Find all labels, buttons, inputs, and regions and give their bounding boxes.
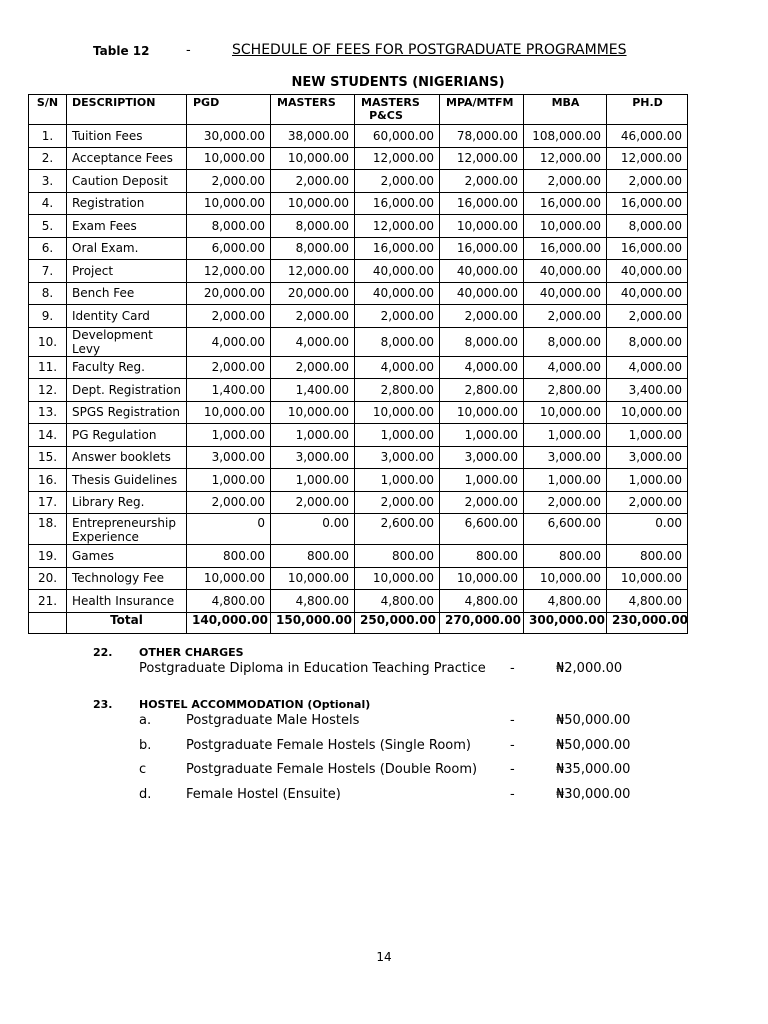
fee-cell: 60,000.00	[355, 125, 440, 148]
row-number-cell: 11.	[29, 356, 67, 379]
total-sn-cell	[29, 612, 67, 633]
fee-cell: 16,000.00	[355, 237, 440, 260]
fee-cell: 4,800.00	[187, 590, 271, 613]
fee-cell: 1,400.00	[187, 379, 271, 402]
fee-cell: 1,000.00	[187, 469, 271, 492]
table-row	[29, 590, 688, 613]
fee-cell: 10,000.00	[271, 147, 355, 170]
total-cell: 300,000.00	[524, 612, 607, 633]
column-header: MBA	[524, 95, 607, 125]
fee-cell: 3,000.00	[440, 446, 524, 469]
table-row	[29, 469, 688, 492]
fee-cell: 40,000.00	[607, 260, 688, 283]
fee-cell: 1,400.00	[271, 379, 355, 402]
fee-cell: 3,000.00	[607, 446, 688, 469]
fee-cell: 0.00	[271, 514, 355, 545]
fee-cell: 4,000.00	[607, 356, 688, 379]
description-cell: Games	[67, 545, 187, 568]
fee-cell: 1,000.00	[355, 469, 440, 492]
table-row	[29, 424, 688, 447]
fee-cell: 10,000.00	[271, 567, 355, 590]
description-cell: Answer booklets	[67, 446, 187, 469]
table-row	[29, 282, 688, 305]
fee-cell: 2,800.00	[524, 379, 607, 402]
hostel-item-amount: ₦30,000.00	[556, 787, 631, 802]
description-cell: Oral Exam.	[67, 237, 187, 260]
description-cell: Library Reg.	[67, 491, 187, 514]
fee-cell: 78,000.00	[440, 125, 524, 148]
row-number-cell: 3.	[29, 170, 67, 193]
fee-cell: 1,000.00	[187, 424, 271, 447]
fee-cell: 800.00	[271, 545, 355, 568]
fee-cell: 20,000.00	[187, 282, 271, 305]
column-header: PGD	[187, 95, 271, 125]
table-row	[29, 379, 688, 402]
fee-cell: 6,000.00	[187, 237, 271, 260]
fee-cell: 4,800.00	[607, 590, 688, 613]
table-row	[29, 446, 688, 469]
fee-cell: 12,000.00	[187, 260, 271, 283]
fee-cell: 2,000.00	[271, 305, 355, 328]
total-cell: 250,000.00	[355, 612, 440, 633]
column-header: PH.D	[607, 95, 688, 125]
description-cell: Registration	[67, 192, 187, 215]
fee-cell: 2,000.00	[355, 170, 440, 193]
fee-cell: 1,000.00	[271, 469, 355, 492]
fee-cell: 8,000.00	[355, 327, 440, 356]
row-number-cell: 12.	[29, 379, 67, 402]
fee-cell: 2,000.00	[187, 305, 271, 328]
fee-cell: 800.00	[355, 545, 440, 568]
fee-cell: 40,000.00	[524, 282, 607, 305]
fee-cell: 46,000.00	[607, 125, 688, 148]
fee-cell: 2,600.00	[355, 514, 440, 545]
fee-cell: 40,000.00	[524, 260, 607, 283]
row-number-cell: 10.	[29, 327, 67, 356]
fee-cell: 8,000.00	[187, 215, 271, 238]
description-cell: Project	[67, 260, 187, 283]
fee-cell: 4,800.00	[271, 590, 355, 613]
hostel-heading: HOSTEL ACCOMMODATION (Optional)	[139, 698, 371, 711]
fee-cell: 1,000.00	[524, 469, 607, 492]
fee-cell: 10,000.00	[440, 215, 524, 238]
row-number-cell: 19.	[29, 545, 67, 568]
hostel-item-dash: -	[510, 787, 515, 802]
table-row	[29, 125, 688, 148]
fee-cell: 4,800.00	[440, 590, 524, 613]
fee-cell: 8,000.00	[524, 327, 607, 356]
total-cell: 230,000.00	[607, 612, 688, 633]
description-cell: Bench Fee	[67, 282, 187, 305]
hostel-number: 23.	[93, 698, 113, 711]
fee-cell: 40,000.00	[355, 260, 440, 283]
fee-cell: 0.00	[607, 514, 688, 545]
table-row	[29, 514, 688, 545]
fee-cell: 800.00	[607, 545, 688, 568]
fee-cell: 12,000.00	[355, 147, 440, 170]
fee-cell: 2,000.00	[607, 170, 688, 193]
row-number-cell: 7.	[29, 260, 67, 283]
table-row	[29, 260, 688, 283]
fee-cell: 10,000.00	[271, 401, 355, 424]
fee-cell: 4,000.00	[440, 356, 524, 379]
table-header	[0, 42, 768, 60]
fee-cell: 3,000.00	[355, 446, 440, 469]
fee-cell: 4,000.00	[524, 356, 607, 379]
row-number-cell: 20.	[29, 567, 67, 590]
fee-cell: 12,000.00	[355, 215, 440, 238]
fee-cell: 10,000.00	[187, 401, 271, 424]
table-header-row	[29, 95, 688, 125]
table-row	[29, 147, 688, 170]
hostel-item-letter: a.	[139, 713, 152, 728]
fee-cell: 10,000.00	[524, 567, 607, 590]
total-cell: 150,000.00	[271, 612, 355, 633]
column-header-text: MASTERS P&CS	[361, 96, 420, 122]
fee-cell: 10,000.00	[440, 567, 524, 590]
fee-cell: 6,600.00	[524, 514, 607, 545]
row-number-cell: 8.	[29, 282, 67, 305]
fee-cell: 4,000.00	[187, 327, 271, 356]
fee-cell: 1,000.00	[271, 424, 355, 447]
row-number-cell: 6.	[29, 237, 67, 260]
row-number-cell: 1.	[29, 125, 67, 148]
fee-cell: 40,000.00	[355, 282, 440, 305]
fee-cell: 2,000.00	[355, 305, 440, 328]
fee-cell: 16,000.00	[524, 192, 607, 215]
fee-cell: 800.00	[440, 545, 524, 568]
table-row	[29, 356, 688, 379]
fee-cell: 2,800.00	[355, 379, 440, 402]
table-row	[29, 170, 688, 193]
fee-cell: 10,000.00	[187, 147, 271, 170]
fees-table	[28, 94, 688, 634]
fee-cell: 3,000.00	[187, 446, 271, 469]
fee-cell: 800.00	[187, 545, 271, 568]
hostel-item-letter: c	[139, 762, 147, 777]
row-number-cell: 15.	[29, 446, 67, 469]
description-cell: Health Insurance	[67, 590, 187, 613]
fee-cell: 1,000.00	[440, 469, 524, 492]
document-title: SCHEDULE OF FEES FOR POSTGRADUATE PROGRAMMES	[232, 42, 627, 58]
table-row	[29, 545, 688, 568]
description-cell: Identity Card	[67, 305, 187, 328]
hostel-item-letter: d.	[139, 787, 152, 802]
fee-cell: 16,000.00	[440, 192, 524, 215]
hostel-item-letter: b.	[139, 738, 152, 753]
total-cell: 140,000.00	[187, 612, 271, 633]
fee-cell: 2,000.00	[440, 491, 524, 514]
row-number-cell: 16.	[29, 469, 67, 492]
fee-cell: 16,000.00	[524, 237, 607, 260]
hostel-item-dash: -	[510, 738, 515, 753]
fee-cell: 16,000.00	[607, 192, 688, 215]
description-cell: Thesis Guidelines	[67, 469, 187, 492]
fee-cell: 2,000.00	[440, 170, 524, 193]
column-header	[355, 95, 440, 125]
fee-cell: 10,000.00	[355, 401, 440, 424]
fee-cell: 0	[187, 514, 271, 545]
fee-cell: 1,000.00	[607, 469, 688, 492]
other-charges-amount: ₦2,000.00	[556, 661, 623, 676]
fee-cell: 40,000.00	[607, 282, 688, 305]
fee-cell: 10,000.00	[440, 401, 524, 424]
table-subtitle: NEW STUDENTS (NIGERIANS)	[291, 75, 505, 90]
fee-cell: 3,000.00	[524, 446, 607, 469]
fee-cell: 2,000.00	[607, 305, 688, 328]
fee-cell: 10,000.00	[607, 401, 688, 424]
fee-cell: 2,000.00	[355, 491, 440, 514]
row-number-cell: 17.	[29, 491, 67, 514]
table-row	[29, 567, 688, 590]
row-number-cell: 4.	[29, 192, 67, 215]
fee-cell: 2,000.00	[271, 356, 355, 379]
row-number-cell: 13.	[29, 401, 67, 424]
row-number-cell: 14.	[29, 424, 67, 447]
fee-cell: 4,800.00	[355, 590, 440, 613]
table-row	[29, 192, 688, 215]
table-label: Table 12	[93, 44, 150, 58]
fee-cell: 2,000.00	[524, 491, 607, 514]
description-cell: Entrepreneurship Experience	[67, 514, 187, 545]
page-number: 14	[376, 950, 392, 964]
other-charges-item: Postgraduate Diploma in Education Teaching Practice	[139, 661, 486, 676]
fee-cell: 30,000.00	[187, 125, 271, 148]
fee-cell: 2,000.00	[271, 491, 355, 514]
fee-cell: 108,000.00	[524, 125, 607, 148]
description-cell: SPGS Registration	[67, 401, 187, 424]
row-number-cell: 21.	[29, 590, 67, 613]
fee-cell: 4,800.00	[524, 590, 607, 613]
fee-cell: 16,000.00	[355, 192, 440, 215]
hostel-item-amount: ₦50,000.00	[556, 738, 631, 753]
fee-cell: 2,000.00	[524, 170, 607, 193]
fee-cell: 2,000.00	[440, 305, 524, 328]
hostel-item-text: Postgraduate Male Hostels	[186, 713, 360, 728]
fee-cell: 2,000.00	[187, 170, 271, 193]
fee-cell: 16,000.00	[607, 237, 688, 260]
hostel-item-text: Postgraduate Female Hostels (Single Room)	[186, 738, 471, 753]
hostel-item-dash: -	[510, 713, 515, 728]
fee-cell: 40,000.00	[440, 260, 524, 283]
fee-cell: 2,000.00	[607, 491, 688, 514]
fee-cell: 12,000.00	[440, 147, 524, 170]
table-row	[29, 401, 688, 424]
fee-cell: 2,000.00	[187, 356, 271, 379]
fee-cell: 2,000.00	[187, 491, 271, 514]
row-number-cell: 9.	[29, 305, 67, 328]
fee-cell: 10,000.00	[187, 567, 271, 590]
fee-cell: 1,000.00	[355, 424, 440, 447]
other-charges-heading: OTHER CHARGES	[139, 646, 244, 659]
fee-cell: 12,000.00	[524, 147, 607, 170]
hostel-item-text: Female Hostel (Ensuite)	[186, 787, 341, 802]
fee-cell: 2,000.00	[524, 305, 607, 328]
hostel-item-amount: ₦50,000.00	[556, 713, 631, 728]
fee-cell: 10,000.00	[524, 401, 607, 424]
fee-cell: 10,000.00	[607, 567, 688, 590]
description-cell: Technology Fee	[67, 567, 187, 590]
column-header: MASTERS	[271, 95, 355, 125]
description-cell: Caution Deposit	[67, 170, 187, 193]
total-cell: 270,000.00	[440, 612, 524, 633]
fee-cell: 20,000.00	[271, 282, 355, 305]
table-row	[29, 237, 688, 260]
column-header: DESCRIPTION	[67, 95, 187, 125]
fee-cell: 8,000.00	[271, 215, 355, 238]
fee-cell: 1,000.00	[524, 424, 607, 447]
hostel-item-amount: ₦35,000.00	[556, 762, 631, 777]
fee-cell: 38,000.00	[271, 125, 355, 148]
fee-cell: 4,000.00	[355, 356, 440, 379]
fee-cell: 12,000.00	[271, 260, 355, 283]
fee-cell: 6,600.00	[440, 514, 524, 545]
fee-cell: 1,000.00	[607, 424, 688, 447]
table-row	[29, 305, 688, 328]
hostel-item-dash: -	[510, 762, 515, 777]
table-row	[29, 215, 688, 238]
fee-cell: 8,000.00	[607, 215, 688, 238]
fee-cell: 2,800.00	[440, 379, 524, 402]
header-dash: -	[186, 43, 191, 58]
total-label: Total	[67, 612, 187, 633]
description-cell: Development Levy	[67, 327, 187, 356]
fee-cell: 4,000.00	[271, 327, 355, 356]
row-number-cell: 2.	[29, 147, 67, 170]
fee-cell: 8,000.00	[607, 327, 688, 356]
fee-cell: 3,400.00	[607, 379, 688, 402]
fee-cell: 12,000.00	[607, 147, 688, 170]
fee-cell: 16,000.00	[440, 237, 524, 260]
fee-cell: 10,000.00	[187, 192, 271, 215]
other-charges-dash: -	[510, 661, 515, 676]
table-row	[29, 491, 688, 514]
fee-cell: 10,000.00	[271, 192, 355, 215]
description-cell: Exam Fees	[67, 215, 187, 238]
fee-cell: 800.00	[524, 545, 607, 568]
fee-cell: 8,000.00	[440, 327, 524, 356]
fee-cell: 10,000.00	[524, 215, 607, 238]
fee-cell: 10,000.00	[355, 567, 440, 590]
total-row	[29, 612, 688, 633]
fee-cell: 40,000.00	[440, 282, 524, 305]
description-cell: Acceptance Fees	[67, 147, 187, 170]
row-number-cell: 18.	[29, 514, 67, 545]
column-header: S/N	[29, 95, 67, 125]
other-charges-number: 22.	[93, 646, 113, 659]
description-cell: PG Regulation	[67, 424, 187, 447]
fee-cell: 1,000.00	[440, 424, 524, 447]
description-cell: Dept. Registration	[67, 379, 187, 402]
description-cell: Tuition Fees	[67, 125, 187, 148]
fee-cell: 3,000.00	[271, 446, 355, 469]
fee-cell: 2,000.00	[271, 170, 355, 193]
table-row	[29, 327, 688, 356]
description-cell: Faculty Reg.	[67, 356, 187, 379]
row-number-cell: 5.	[29, 215, 67, 238]
fee-cell: 8,000.00	[271, 237, 355, 260]
hostel-item-text: Postgraduate Female Hostels (Double Room)	[186, 762, 478, 777]
column-header: MPA/MTFM	[440, 95, 524, 125]
